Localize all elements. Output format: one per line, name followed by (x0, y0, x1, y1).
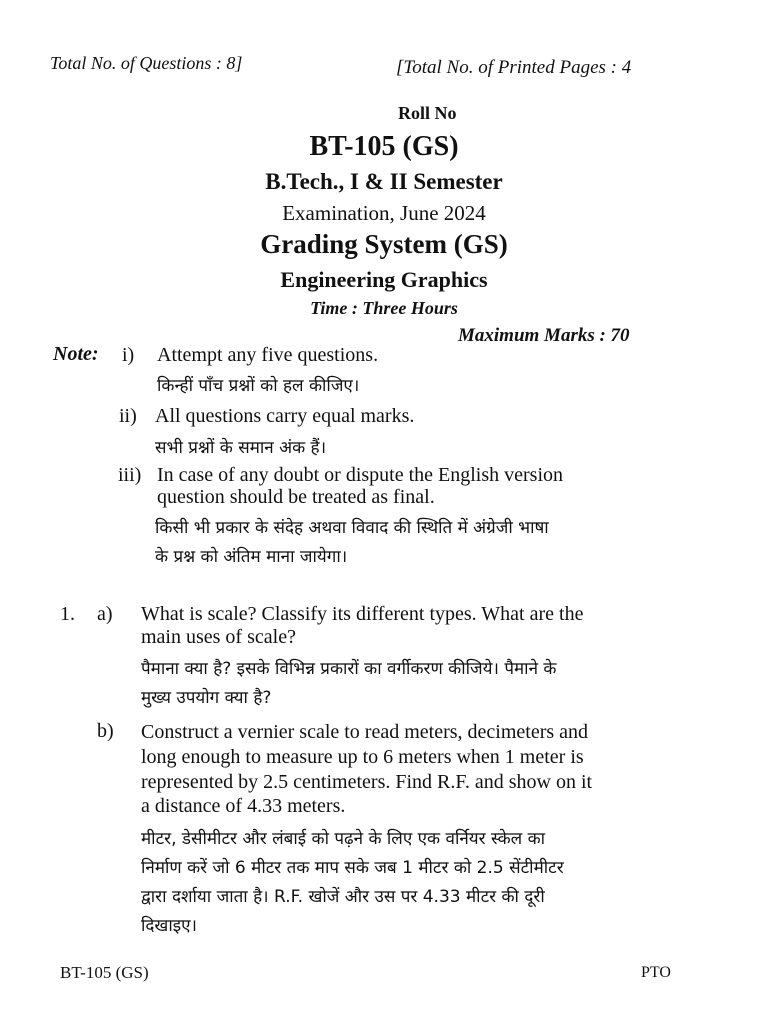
note-label: Note: (53, 343, 99, 365)
grading-system-title: Grading System (GS) (260, 229, 508, 259)
note-item-text-hindi: के प्रश्न को अंतिम माना जायेगा। (155, 547, 348, 567)
question-part-label: b) (97, 720, 114, 742)
total-pages: [Total No. of Printed Pages : 4 (396, 57, 632, 78)
question-text-hindi: दिखाइए। (141, 916, 197, 936)
question-text: What is scale? Classify its different types. What are the (141, 603, 584, 625)
footer-pto: PTO (641, 964, 671, 981)
question-text-hindi: पैमाना क्या है? इसके विभिन्न प्रकारों का वर्गीकरण कीजिये। पैमाने के (141, 659, 557, 679)
footer-paper-code: BT-105 (GS) (60, 963, 149, 982)
note-item-number: ii) (119, 405, 137, 427)
total-questions: Total No. of Questions : 8] (50, 53, 243, 73)
exam-session: Examination, June 2024 (282, 201, 486, 225)
question-number: 1. (60, 603, 75, 625)
note-item-text: In case of any doubt or dispute the English version (157, 464, 564, 486)
note-item-text-hindi: सभी प्रश्नों के समान अंक हैं। (155, 438, 327, 458)
note-item-text: All questions carry equal marks. (155, 405, 415, 427)
note-item-text-hindi: किन्हीं पाँच प्रश्नों को हल कीजिए। (157, 376, 360, 396)
question-text: represented by 2.5 centimeters. Find R.F. and show on it (141, 771, 593, 793)
question-text: main uses of scale? (141, 626, 296, 648)
question-text-hindi: द्वारा दर्शाया जाता है। R.F. खोजें और उस पर 4.33 मीटर की दूरी (141, 887, 545, 907)
subject-title: Engineering Graphics (280, 267, 488, 292)
note-item-text-hindi: किसी भी प्रकार के संदेह अथवा विवाद की स्थिति में अंग्रेजी भाषा (155, 518, 549, 538)
roll-no-label: Roll No (398, 103, 457, 123)
maximum-marks: Maximum Marks : 70 (458, 325, 630, 346)
note-item-number: i) (122, 344, 135, 366)
question-text: Construct a vernier scale to read meters, decimeters and (141, 721, 589, 743)
note-item-text: question should be treated as final. (157, 486, 435, 508)
note-item-number: iii) (118, 464, 142, 486)
paper-code: BT-105 (GS) (309, 131, 459, 162)
time-allowed: Time : Three Hours (310, 298, 458, 318)
program-title: B.Tech., I & II Semester (265, 169, 503, 194)
question-text: long enough to measure up to 6 meters when 1 meter is (141, 746, 584, 768)
question-part-label: a) (97, 603, 113, 625)
question-text-hindi: निर्माण करें जो 6 मीटर तक माप सके जब 1 मीटर को 2.5 सेंटीमीटर (141, 858, 564, 878)
note-item-text: Attempt any five questions. (157, 344, 379, 366)
question-text-hindi: मुख्य उपयोग क्या है? (141, 688, 272, 708)
question-text: a distance of 4.33 meters. (141, 795, 346, 817)
question-text-hindi: मीटर, डेसीमीटर और लंबाई को पढ़ने के लिए एक वर्नियर स्केल का (141, 829, 546, 849)
